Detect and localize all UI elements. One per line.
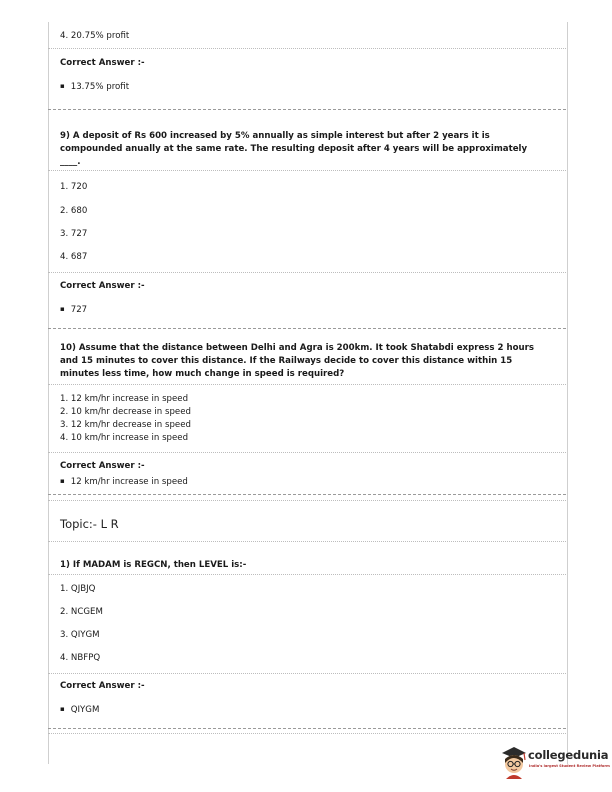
q9-answer: ▪ 727 [60, 305, 88, 315]
lr-q1-answer: ▪ QIYGM [60, 705, 100, 715]
graduate-mascot-icon [500, 745, 528, 779]
lr-q1-option-3: 3. QIYGM [60, 630, 100, 640]
lr-q1-correct-answer-label: Correct Answer :- [60, 681, 145, 691]
q10-option-4: 4. 10 km/hr increase in speed [60, 433, 189, 443]
question-10-text: 10) Assume that the distance between Delhi and Agra is 200km. It took Shatabdi express 2 hours and 15 minutes to cover this distance. If the Railways decide to cover this distance within 15 minutes less time, how much change in speed is required? [60, 343, 534, 379]
bullet-icon: ▪ [60, 705, 65, 713]
lr-q1-option-1: 1. QJBJQ [60, 584, 96, 594]
q9-correct-answer-label: Correct Answer :- [60, 281, 145, 291]
divider [48, 494, 566, 495]
divider [48, 109, 566, 110]
q9-option-4: 4. 687 [60, 252, 88, 262]
divider [48, 673, 566, 674]
divider [48, 728, 566, 729]
divider [48, 328, 566, 329]
prev-correct-answer-label: Correct Answer :- [60, 58, 145, 68]
q9-option-2: 2. 680 [60, 206, 88, 216]
divider [48, 272, 566, 273]
prev-option-4: 4. 20.75% profit [60, 31, 130, 41]
lr-q1-option-2: 2. NCGEM [60, 607, 103, 617]
q9-option-3: 3. 727 [60, 229, 88, 239]
divider [48, 541, 566, 542]
logo-wordmark: collegedunia [528, 748, 609, 762]
topic-heading: Topic:- L R [60, 517, 119, 531]
divider [48, 500, 566, 501]
bullet-icon: ▪ [60, 305, 65, 313]
divider [48, 48, 566, 49]
bullet-icon: ▪ [60, 477, 65, 485]
q10-option-1: 1. 12 km/hr increase in speed [60, 394, 189, 404]
divider [48, 452, 566, 453]
divider [48, 170, 566, 171]
q10-option-2: 2. 10 km/hr decrease in speed [60, 407, 191, 417]
divider [48, 574, 566, 575]
q10-answer: ▪ 12 km/hr increase in speed [60, 477, 188, 487]
collegedunia-logo [500, 745, 608, 785]
q9-option-1: 1. 720 [60, 182, 88, 192]
q10-option-3: 3. 12 km/hr decrease in speed [60, 420, 191, 430]
bullet-icon: ▪ [60, 82, 65, 90]
divider [48, 733, 566, 734]
lr-q1-option-4: 4. NBFPQ [60, 653, 101, 663]
q10-correct-answer-label: Correct Answer :- [60, 461, 145, 471]
divider [48, 384, 566, 385]
lr-question-1-text: 1) If MADAM is REGCN, then LEVEL is:- [60, 560, 247, 570]
prev-answer: ▪ 13.75% profit [60, 82, 130, 92]
question-9-text: 9) A deposit of Rs 600 increased by 5% annually as simple interest but after 2 years it is compounded anually at the same rate. The resulting deposit after 4 years will be approximately ____. [60, 131, 528, 167]
logo-tagline: India's largest Student Review Platform [529, 764, 610, 768]
